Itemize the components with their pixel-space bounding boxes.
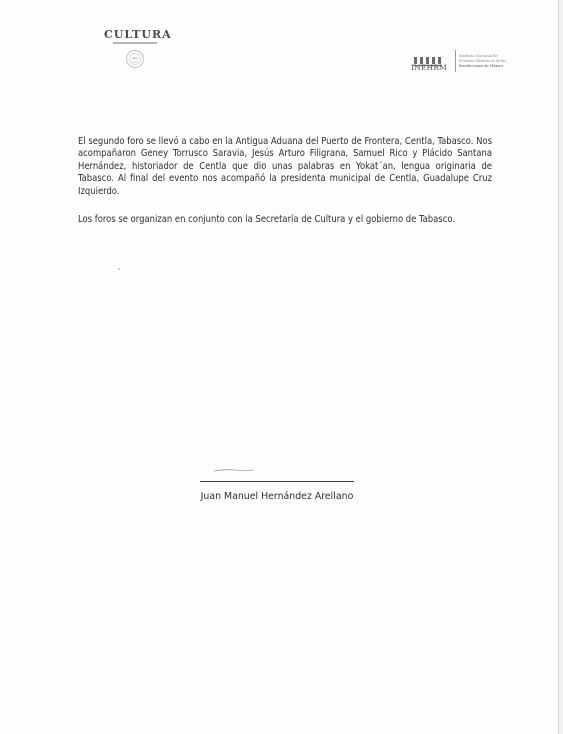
inehrm-divider [455, 50, 456, 72]
inehrm-logo [410, 48, 520, 74]
paragraph-organization: Los foros se organizan en conjunto con la Secretaría de Cultura y el gobierno de Tabasco. [78, 214, 456, 226]
cultura-subline [113, 42, 157, 44]
paragraph-forum: El segundo foro se llevó a cabo en la Antigua Aduana del Puerto de Frontera, Centla, Tabasco. Nos acompañaron Geney Torrusco Saravia, Jesús Arturo Filigrana, Samuel Rico y Plácido Santana Hernández, historiador de Centla que dio unas palabras en Yokat´an, lengua originaria de Tabasco. Al final del evento nos acompañó la presidenta municipal de Centla, Guadalupe Cruz Izquierdo. [78, 136, 493, 197]
coat-of-arms-seal-icon [125, 49, 145, 69]
cultura-logo [104, 28, 172, 69]
scan-edge-line [558, 0, 559, 734]
signer-name: Juan Manuel Hernández Arellano [200, 491, 354, 502]
handwritten-signature [212, 466, 256, 474]
inehrm-name-line: Instituto Nacional de [459, 54, 498, 58]
scan-border [559, 0, 563, 734]
inehrm-name-line: Revoluciones de México [459, 64, 503, 68]
inehrm-institution-name [459, 54, 523, 69]
scan-speck [118, 268, 120, 270]
letter-body [78, 136, 492, 226]
cultura-wordmark: CULTURA [104, 28, 172, 41]
signature-line [200, 481, 354, 482]
inehrm-name-line: Estudios Históricos de las [459, 59, 507, 63]
inehrm-wordmark: INEHRM [411, 63, 448, 72]
